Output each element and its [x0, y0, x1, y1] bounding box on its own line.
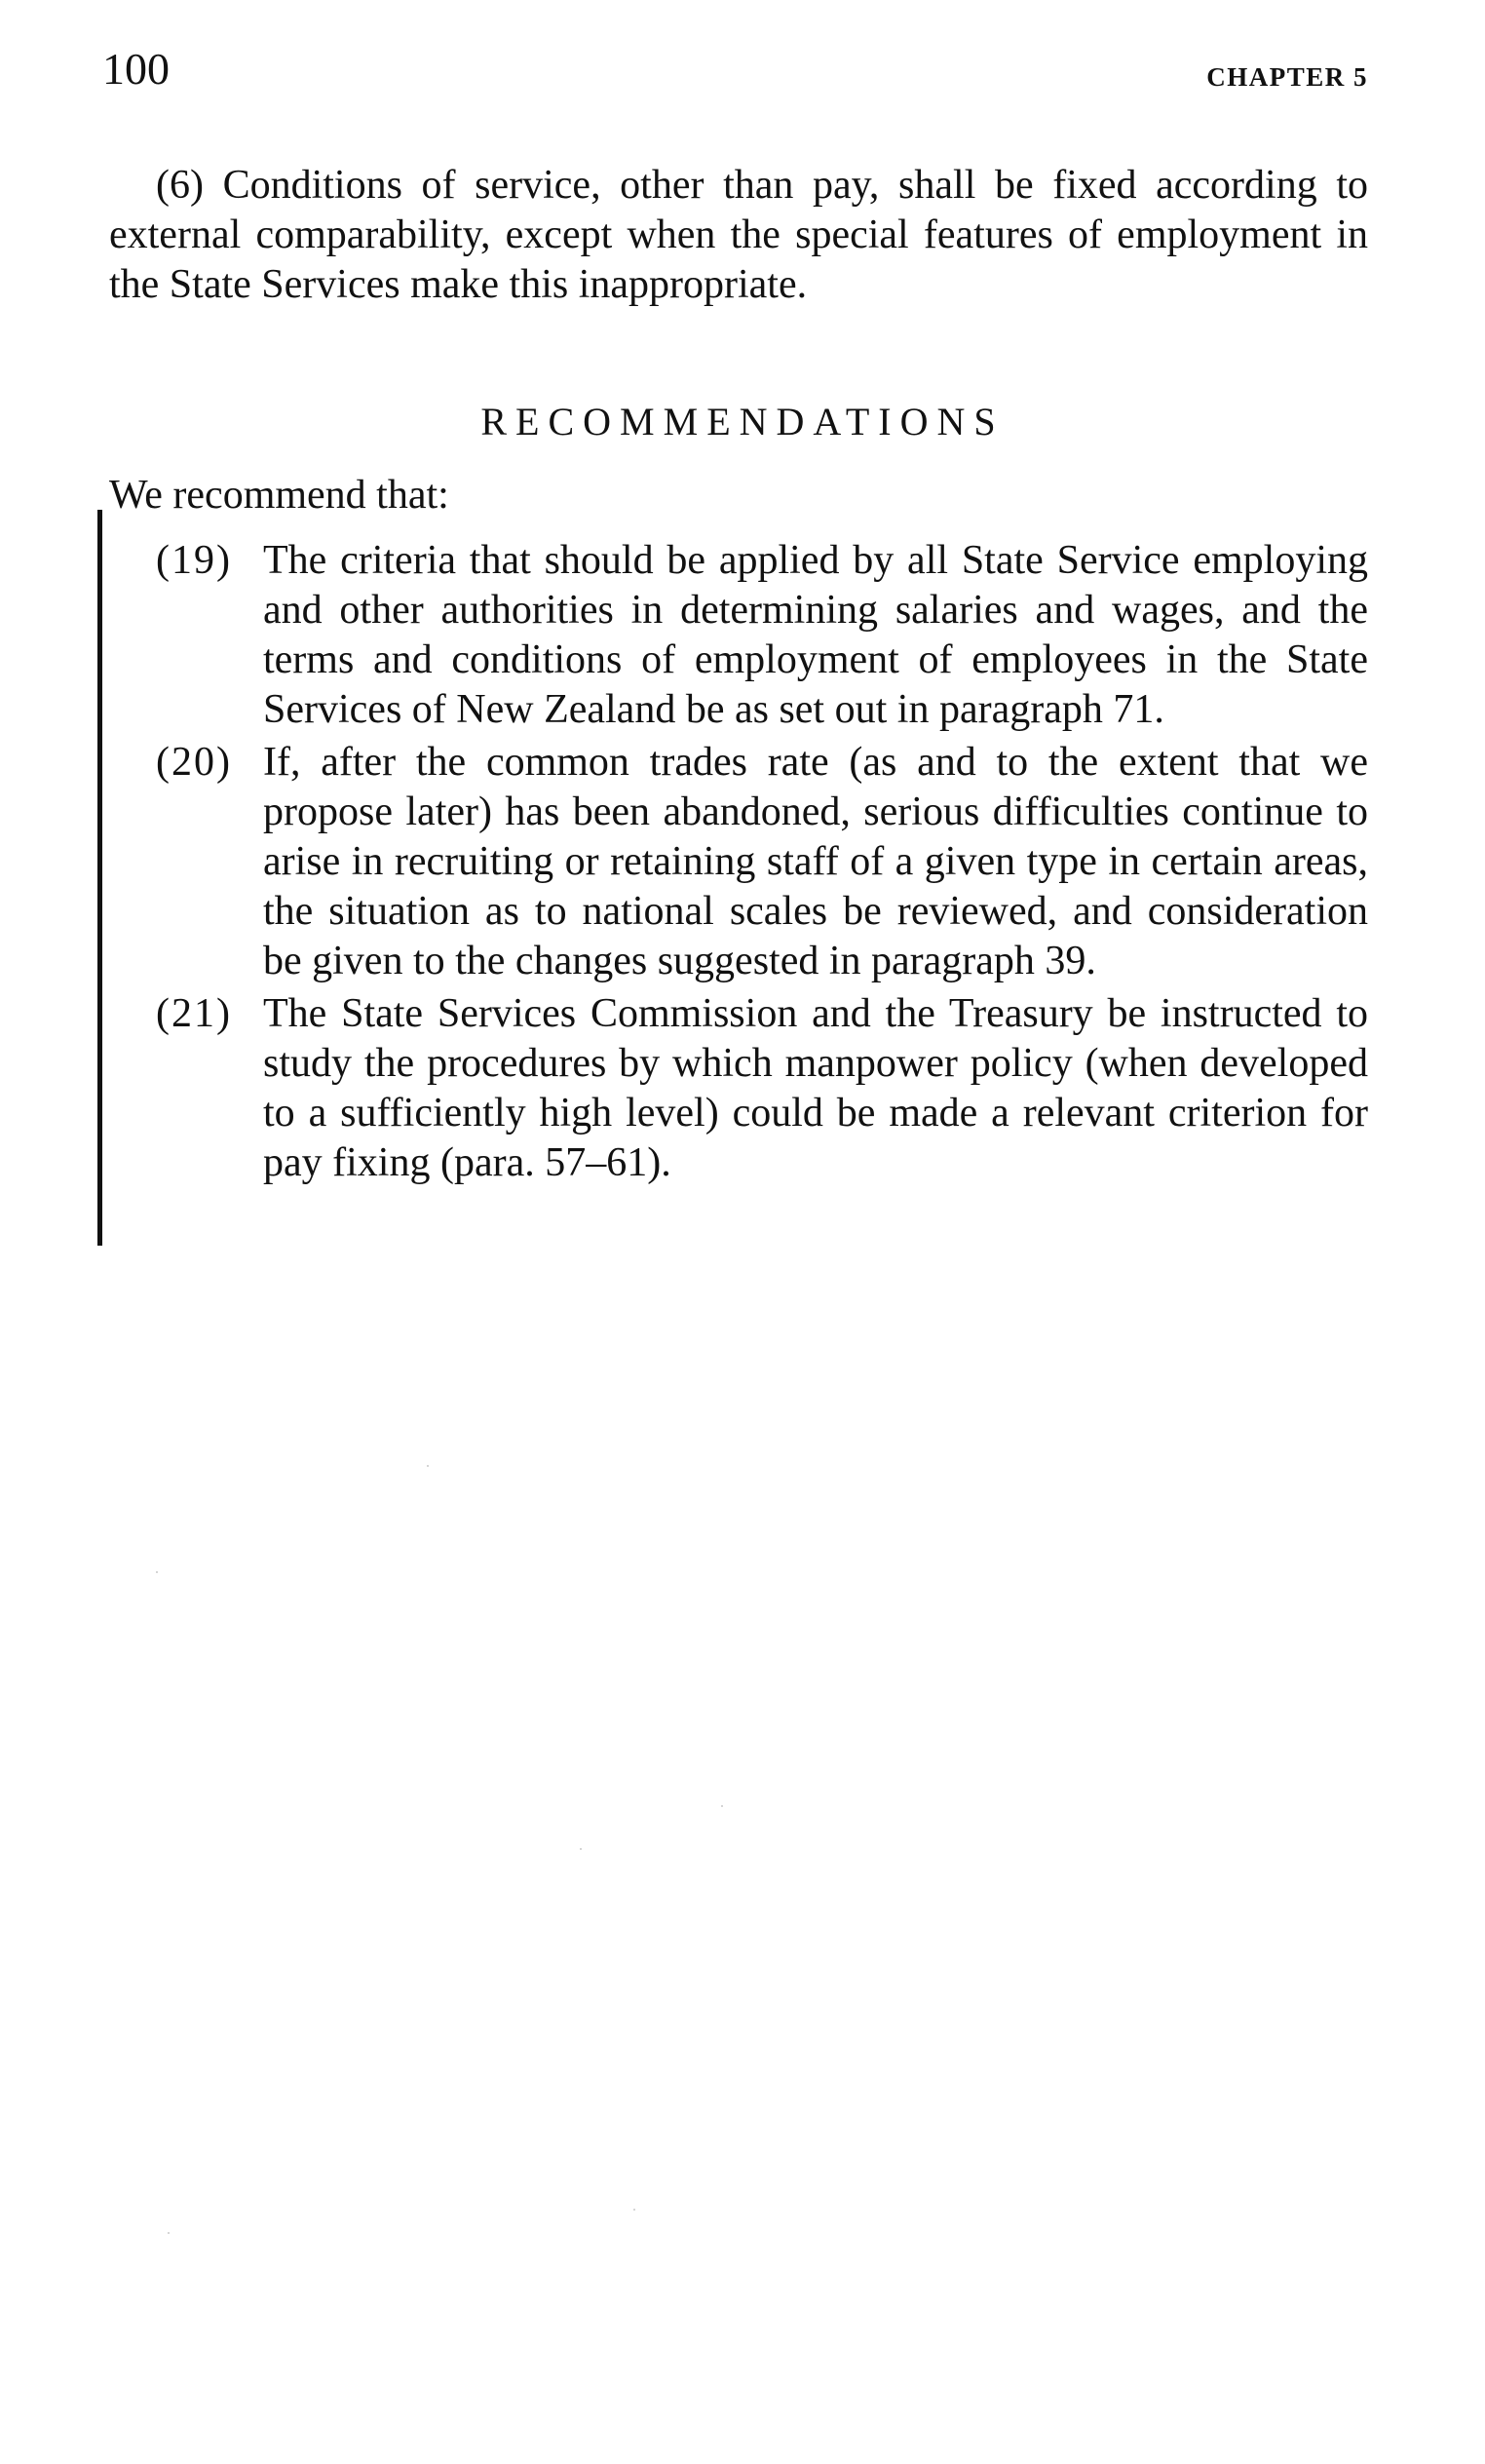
list-item — [156, 536, 1368, 735]
list-item — [156, 989, 1368, 1188]
scan-speck — [721, 1805, 723, 1807]
margin-change-bar — [97, 510, 102, 1246]
lead-paragraph: (6) Conditions of service, other than pay, shall be fixed according to external comparability, except when the special features of employment in the State Services make this inappropriate. — [109, 163, 1368, 307]
recommendation-text: The State Services Commission and the Treasury be instructed to study the procedures by which manpower policy (when developed to a sufficiently high level) could be made a relevant criterion for pay fixing (para. 57–61). — [263, 991, 1368, 1185]
page-number: 100 — [102, 44, 170, 94]
recommendations-list — [156, 536, 1368, 1191]
scan-speck — [156, 1571, 158, 1573]
section-heading: RECOMMENDATIONS — [480, 400, 1005, 443]
recommendation-number: (21) — [156, 991, 232, 1036]
recommendation-number: (20) — [156, 740, 232, 785]
scan-speck — [580, 1848, 582, 1850]
recommendation-number: (19) — [156, 538, 232, 583]
running-head: CHAPTER 5 — [1206, 62, 1368, 92]
recommendation-text: The criteria that should be applied by all State Service employing and other authorities in determining salaries and wages, and the terms and conditions of employment of employees in the State Services of New Zealand be as set out in paragraph 71. — [263, 538, 1368, 732]
scan-speck — [633, 2209, 635, 2211]
list-item — [156, 738, 1368, 986]
scan-speck — [168, 2232, 170, 2234]
scan-speck — [427, 1465, 429, 1467]
recommendations-intro: We recommend that: — [109, 473, 449, 518]
recommendation-text: If, after the common trades rate (as and to the extent that we propose later) has been abandoned, serious difficulties continue to arise in recruiting or retaining staff of a given type in certain areas, the situation as to national scales be reviewed, and consideration be given to the changes suggested in paragraph 39. — [263, 740, 1368, 983]
